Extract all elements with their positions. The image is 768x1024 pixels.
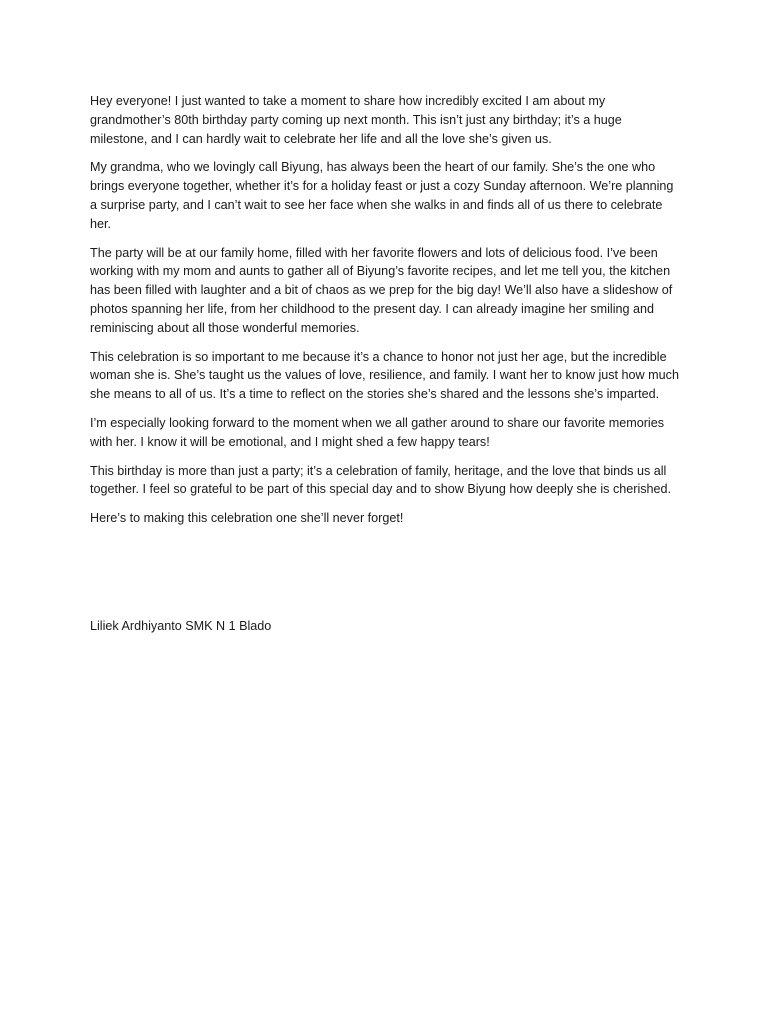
paragraph-7: Here’s to making this celebration one she’ll never forget!: [90, 511, 404, 526]
paragraph-6: This birthday is more than just a party; it’s a celebration of family, heritage, and the love that binds us all together. I feel so grateful to be part of this special day and to show Biyung how deeply she is cherished.: [90, 463, 672, 497]
document-body: [90, 92, 680, 538]
paragraph-1: Hey everyone! I just wanted to take a moment to share how incredibly excited I am about my grandmother’s 80th birthday party coming up next month. This isn’t just any birthday; it’s a huge milestone, and I can hardly wait to celebrate her life and all the love she’s given us.: [90, 94, 622, 146]
paragraph-4: This celebration is so important to me because it’s a chance to honor not just her age, but the incredible woman she is. She’s taught us the values of love, resilience, and family. I want her to know just how much she means to all of us. It’s a time to reflect on the stories she’s shared and the lessons she’s imparted.: [90, 349, 679, 402]
author-signature: Liliek Ardhiyanto SMK N 1 Blado: [90, 619, 272, 633]
paragraph-5: I’m especially looking forward to the moment when we all gather around to share our favorite memories with her. I know it will be emotional, and I might shed a few happy tears!: [90, 415, 664, 449]
paragraph-2: My grandma, who we lovingly call Biyung, has always been the heart of our family. She’s the one who brings everyone together, whether it’s for a holiday feast or just a cozy Sunday afternoon. We’re planning a surprise party, and I can’t wait to see her face when she walks in and finds all of us there to celebrate her.: [90, 160, 674, 231]
paragraph-3: The party will be at our family home, filled with her favorite flowers and lots of delicious food. I’ve been working with my mom and aunts to gather all of Biyung’s favorite recipes, and let me tell you, the kitchen has been filled with laughter and a bit of chaos as we prep for the big day! We’ll also have a slideshow of photos spanning her life, from her childhood to the present day. I can already imagine her smiling and reminiscing about all those wonderful memories.: [90, 245, 673, 335]
